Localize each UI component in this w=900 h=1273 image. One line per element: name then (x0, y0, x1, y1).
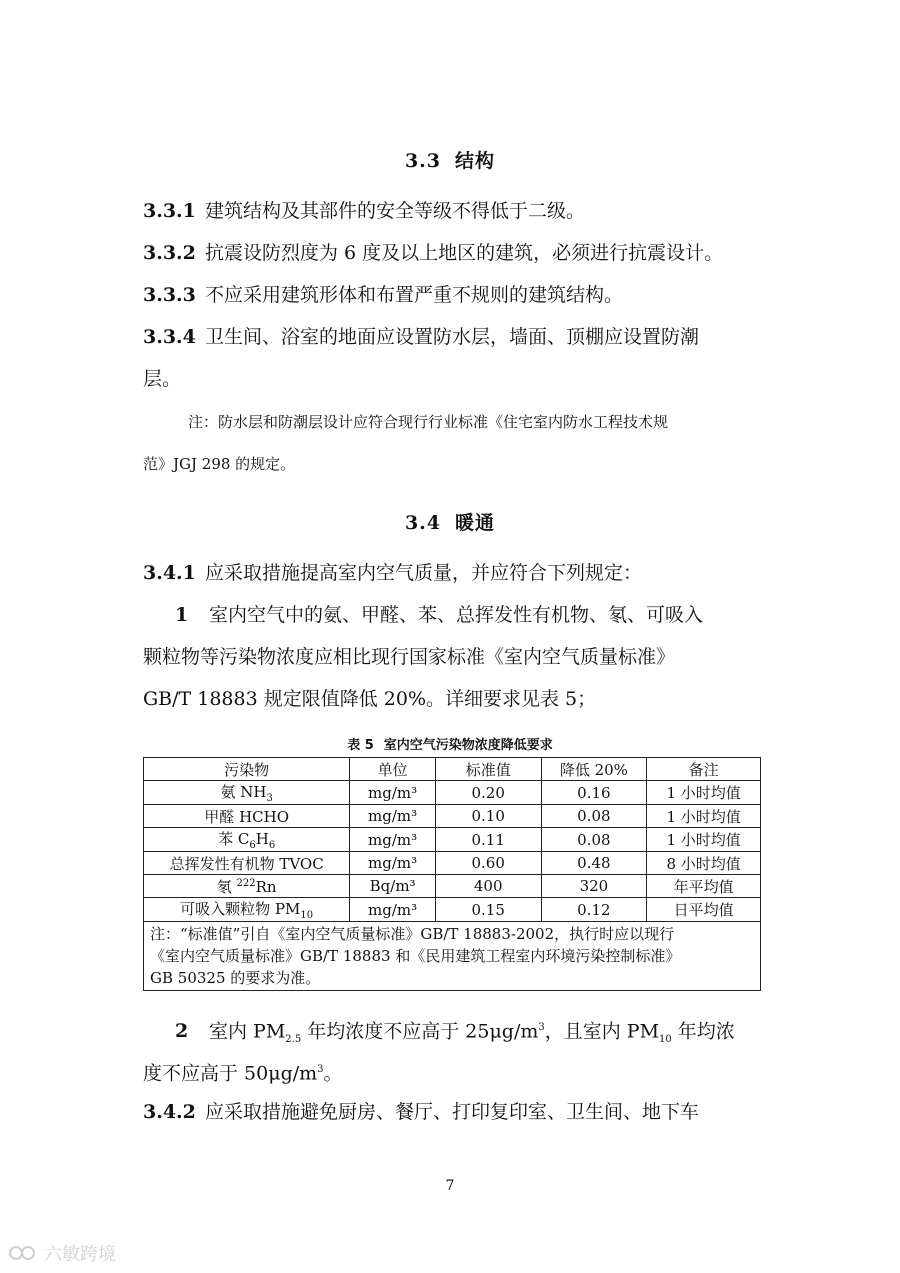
clause-text: 卫生间、浴室的地面应设置防水层，墙面、顶棚应设置防潮 (205, 326, 700, 348)
cell-reduced: 0.08 (541, 828, 647, 852)
note-line: 注：防水层和防潮层设计应符合现行行业标准《住宅室内防水工程技术规 (188, 413, 669, 431)
cell-pollutant: 苯 $C_6H_6$ (144, 828, 350, 852)
clause-3-4-1 (143, 561, 763, 585)
clause-3-3-4-continued (143, 367, 763, 391)
section-title: 结构 (455, 150, 496, 172)
header-unit: 单位 (350, 758, 436, 781)
cell-standard: 400 (435, 875, 541, 898)
cell-pollutant: 氨 $NH_3$ (144, 781, 350, 805)
table-note-line: 《室内空气质量标准》GB/T 18883 和《民用建筑工程室内环境污染控制标准》 (150, 947, 681, 965)
cell-unit: mg/m³ (350, 828, 436, 852)
table-row (144, 805, 761, 828)
cell-reduced: 0.08 (541, 805, 647, 828)
watermark-text: 六敏跨境 (44, 1244, 116, 1265)
clause-text: 建筑结构及其部件的安全等级不得低于二级。 (205, 200, 586, 222)
section-heading-3-4 (0, 508, 900, 535)
clause-3-3-4 (143, 325, 763, 349)
clause-number: 3.3.3 (143, 284, 196, 306)
clause-number: 3.3.2 (143, 242, 196, 264)
watermark (8, 1240, 116, 1266)
cell-pollutant: 总挥发性有机物 TVOC (144, 852, 350, 875)
table-caption-title: 室内空气污染物浓度降低要求 (383, 738, 553, 753)
table-caption-number: 表 5 (347, 738, 374, 753)
section-number: 3.4 (404, 512, 442, 534)
table-header-row (144, 758, 761, 781)
page-number: 7 (445, 1178, 455, 1194)
clause-3-3-1 (143, 199, 763, 223)
item-1-line3: GB/T 18883 规定限值降低 20%。详细要求见表 5； (143, 688, 597, 710)
table-row (144, 875, 761, 898)
clause-number: 3.3.4 (143, 326, 196, 348)
cell-reduced: 0.48 (541, 852, 647, 875)
header-pollutant: 污染物 (144, 758, 350, 781)
watermark-logo-icon (8, 1242, 38, 1264)
clause-number: 3.4.2 (143, 1101, 196, 1123)
table-note (144, 922, 761, 991)
clause-text: 层。 (143, 368, 182, 390)
cell-remark: 年平均值 (647, 875, 761, 898)
table-row (144, 898, 761, 922)
cell-unit: mg/m³ (350, 805, 436, 828)
cell-standard: 0.15 (435, 898, 541, 922)
cell-standard: 0.60 (435, 852, 541, 875)
note-line: 范》JGJ 298 的规定。 (143, 455, 296, 473)
cell-pollutant: 氡 $^{222}$Rn (144, 875, 350, 898)
pollutant-table (143, 757, 761, 991)
table-row (144, 781, 761, 805)
clause-text: 应采取措施避免厨房、餐厅、打印复印室、卫生间、地下车 (205, 1101, 700, 1123)
cell-reduced: 0.12 (541, 898, 647, 922)
section-title: 暖通 (455, 512, 496, 534)
cell-reduced: 0.16 (541, 781, 647, 805)
clause-text: 不应采用建筑形体和布置严重不规则的建筑结构。 (205, 284, 624, 306)
cell-standard: 0.11 (435, 828, 541, 852)
cell-remark: 1 小时均值 (647, 805, 761, 828)
item-2: 2 室内 $PM_{2.5}$ 年均浓度不应高于 $25\mu g/m^3$，且室内 $PM_{10}$ 年均浓 (143, 1016, 763, 1052)
clause-3-3-3 (143, 283, 763, 307)
header-standard: 标准值 (435, 758, 541, 781)
cell-reduced: 320 (541, 875, 647, 898)
clause-3-3-2 (143, 241, 763, 265)
cell-standard: 0.20 (435, 781, 541, 805)
table-row (144, 828, 761, 852)
cell-unit: Bq/m³ (350, 875, 436, 898)
cell-standard: 0.10 (435, 805, 541, 828)
table-caption (0, 734, 900, 753)
item-number: 2 (175, 1020, 189, 1043)
table-row (144, 852, 761, 875)
header-reduced: 降低 20% (541, 758, 647, 781)
header-remark: 备注 (647, 758, 761, 781)
cell-unit: mg/m³ (350, 781, 436, 805)
section-number: 3.3 (404, 150, 442, 172)
clause-text: 抗震设防烈度为 6 度及以上地区的建筑，必须进行抗震设计。 (205, 242, 724, 264)
cell-unit: mg/m³ (350, 898, 436, 922)
cell-remark: 1 小时均值 (647, 828, 761, 852)
table-note-row (144, 922, 761, 991)
cell-unit: mg/m³ (350, 852, 436, 875)
cell-remark: 8 小时均值 (647, 852, 761, 875)
item-text: 室内空气中的氨、甲醛、苯、总挥发性有机物、氡、可吸入 (209, 604, 704, 626)
cell-remark: 日平均值 (647, 898, 761, 922)
table-note-line: 注：“标准值”引自《室内空气质量标准》GB/T 18883-2002，执行时应以现行 (150, 925, 675, 943)
item-2-line2: 度不应高于 $50\mu g/m^3$。 (143, 1062, 343, 1085)
item-number: 1 (175, 604, 189, 626)
clause-number: 3.3.1 (143, 200, 196, 222)
clause-3-4-2 (143, 1100, 763, 1124)
clause-number: 3.4.1 (143, 562, 196, 584)
clause-text: 应采取措施提高室内空气质量，并应符合下列规定： (205, 562, 643, 584)
cell-pollutant: 可吸入颗粒物 $PM_{10}$ (144, 898, 350, 922)
section-heading-3-3 (0, 146, 900, 173)
item-1 (143, 603, 763, 627)
cell-remark: 1 小时均值 (647, 781, 761, 805)
cell-pollutant: 甲醛 HCHO (144, 805, 350, 828)
item-1-line2: 颗粒物等污染物浓度应相比现行国家标准《室内空气质量标准》 (143, 646, 676, 668)
table-note-line: GB 50325 的要求为准。 (150, 969, 321, 987)
